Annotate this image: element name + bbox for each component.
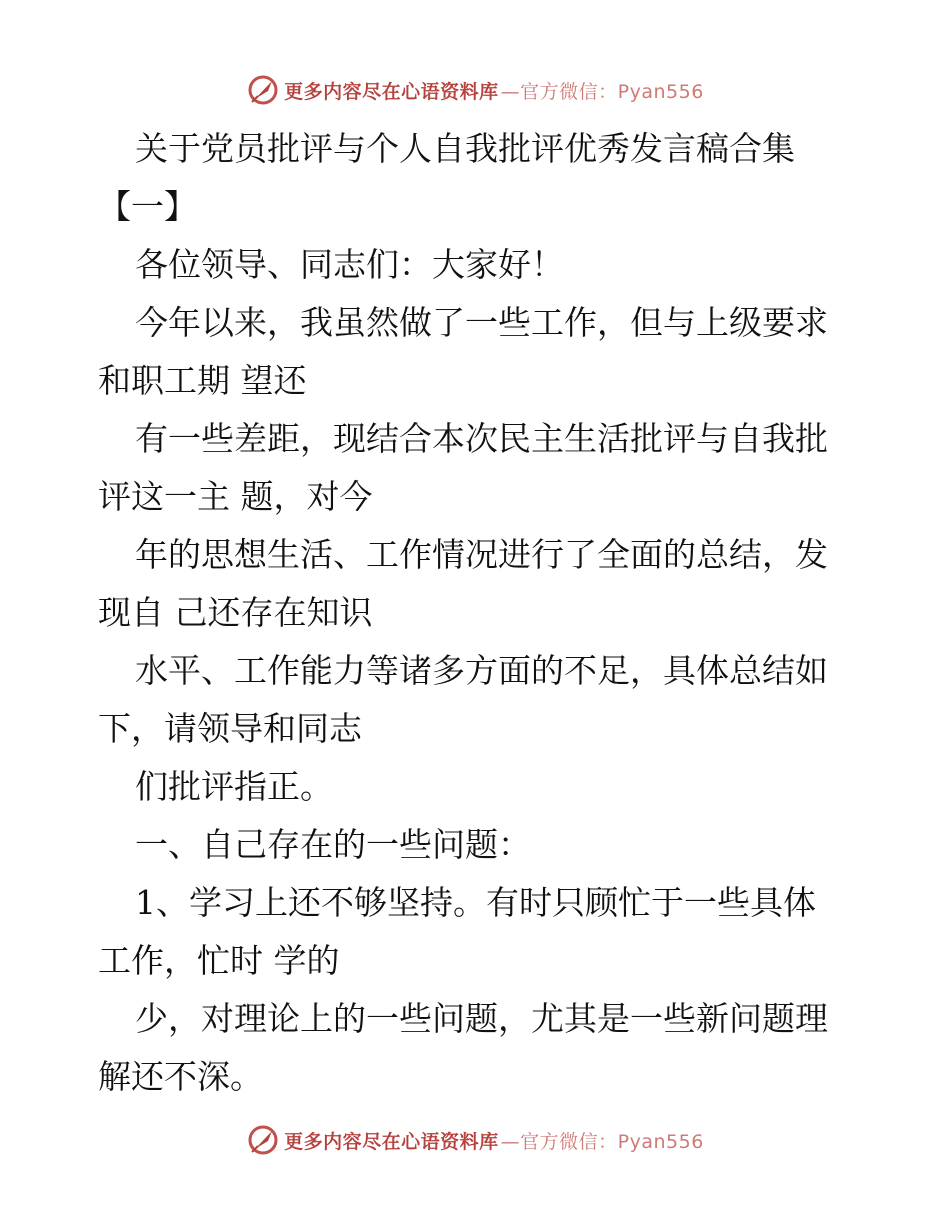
feather-pen-logo-icon (246, 1123, 280, 1157)
text-line: 工作，忙时 学的 (98, 941, 340, 980)
text-line: 评这一主 题，对今 (98, 477, 373, 516)
text-line: 解还不深。 (98, 1057, 263, 1096)
feather-pen-logo-icon (246, 73, 280, 107)
watermark-sub-text: —官方微信：Pyan556 (500, 1130, 704, 1153)
header-watermark (0, 70, 950, 110)
text-line: 年的思想生活、工作情况进行了全面的总结，发 (135, 535, 828, 574)
footer-watermark (0, 1120, 950, 1160)
watermark-sub-text: —官方微信：Pyan556 (500, 80, 704, 103)
watermark-main-text: 更多内容尽在心语资料库 (284, 80, 499, 103)
text-line: 现自 己还存在知识 (98, 593, 373, 632)
text-line: 今年以来，我虽然做了一些工作，但与上级要求 (135, 303, 828, 342)
text-line: 少，对理论上的一些问题，尤其是一些新问题理 (135, 999, 828, 1038)
text-line: 一、自己存在的一些问题： (135, 825, 531, 864)
text-line: 有一些差距，现结合本次民主生活批评与自我批 (135, 419, 828, 458)
text-line: 关于党员批评与个人自我批评优秀发言稿合集 (135, 129, 795, 168)
text-line: 下，请领导和同志 (98, 709, 362, 748)
watermark-main-text: 更多内容尽在心语资料库 (284, 1130, 499, 1153)
text-line: 1、学习上还不够坚持。有时只顾忙于一些具体 (135, 883, 816, 922)
text-line: 水平、工作能力等诸多方面的不足，具体总结如 (135, 651, 828, 690)
text-line: 【一】 (98, 187, 197, 226)
text-line: 们批评指正。 (135, 767, 333, 806)
text-line: 和职工期 望还 (98, 361, 307, 400)
document-body (98, 120, 858, 1106)
text-line: 各位领导、同志们：大家好！ (135, 245, 564, 284)
